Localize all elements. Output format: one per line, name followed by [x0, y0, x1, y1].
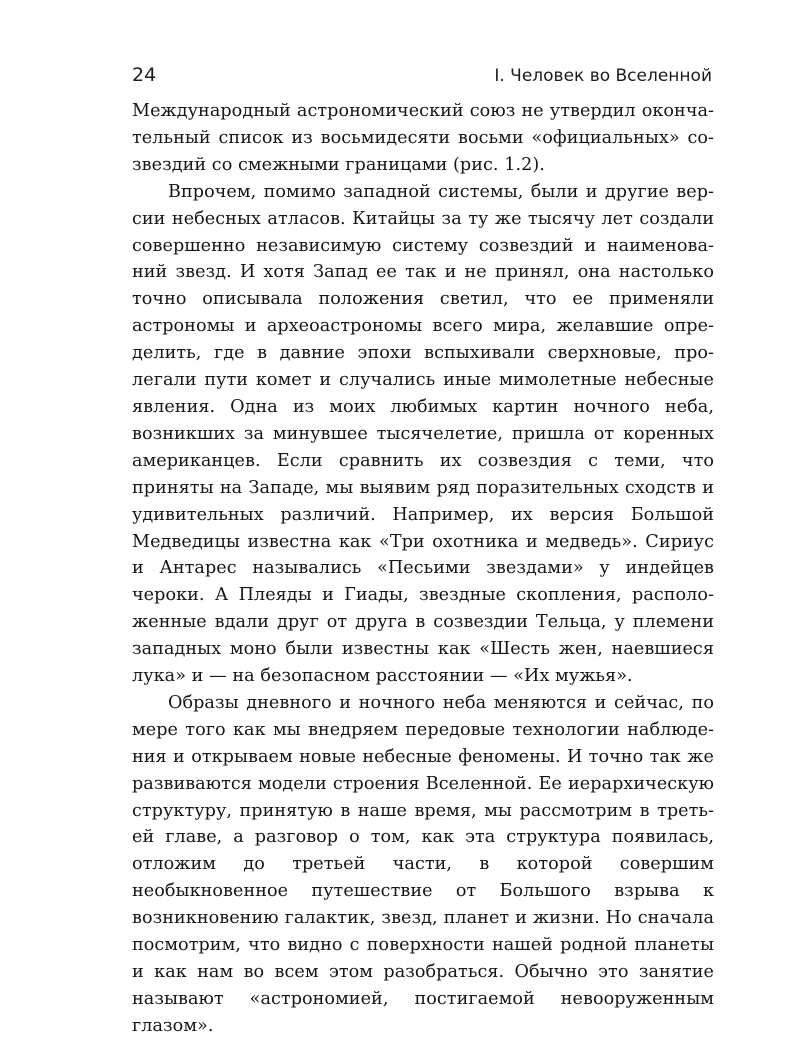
paragraph: Образы дневного и ночного неба меняются и сейчас, по мере того как мы внедряем передовые технологии наблюдения и открываем новые небесные феномены. И точно так же развиваются модели строения Вселенной. Ее иерархическую структуру, принятую в наше время, мы рассмотрим в третьей главе, а разговор о том, как эта структура появилась, отложим до третьей части, в которой совершим необыкновенное путешествие от Большого взрыва к возникновению галактик, звезд, планет и жизни. Но сначала посмотрим, что видно с поверхности нашей родной планеты и как нам во всем этом разобраться. Обычно это занятие называют «астрономией, постигаемой невооруженным глазом». [132, 692, 714, 1036]
paragraph: Впрочем, помимо западной системы, были и другие версии небесных атласов. Китайцы за ту же тысячу лет создали совершенно независимую систему созвездий и наименований звезд. И хотя Запад ее так и не принял, она настолько точно описывала положения светил, что ее применяли астрономы и археоастрономы всего мира, желавшие определить, где в давние эпохи вспыхивали сверхновые, пролегали пути комет и случались иные мимолетные небесные явления. Одна из моих любимых картин ночного неба, возникших за минувшее тысячелетие, пришла от коренных американцев. Если сравнить их созвездия с теми, что приняты на Западе, мы выявим ряд поразительных сходств и удивительных различий. Например, их версия Большой Медведицы известна как «Три охотника и медведь». Сириус и Антарес назывались «Песьими звездами» у индейцев чероки. А Плеяды и Гиады, звездные скопления, расположенные вдали друг от друга в созвездии Тельца, у племени западных моно были известны как «Шесть жен, наевшиеся лука» и — на безопасном расстоянии — «Их мужья». [132, 181, 714, 687]
body-text [132, 98, 714, 1040]
page-number: 24 [132, 64, 157, 86]
running-head: I. Человек во Вселенной [494, 66, 712, 86]
paragraph-continued: Международный астрономический союз не утвердил окончательный список из восьмидесяти восьми «официальных» созвездий со смежными границами (рис. 1.2). [132, 101, 714, 175]
page-header [132, 64, 712, 88]
